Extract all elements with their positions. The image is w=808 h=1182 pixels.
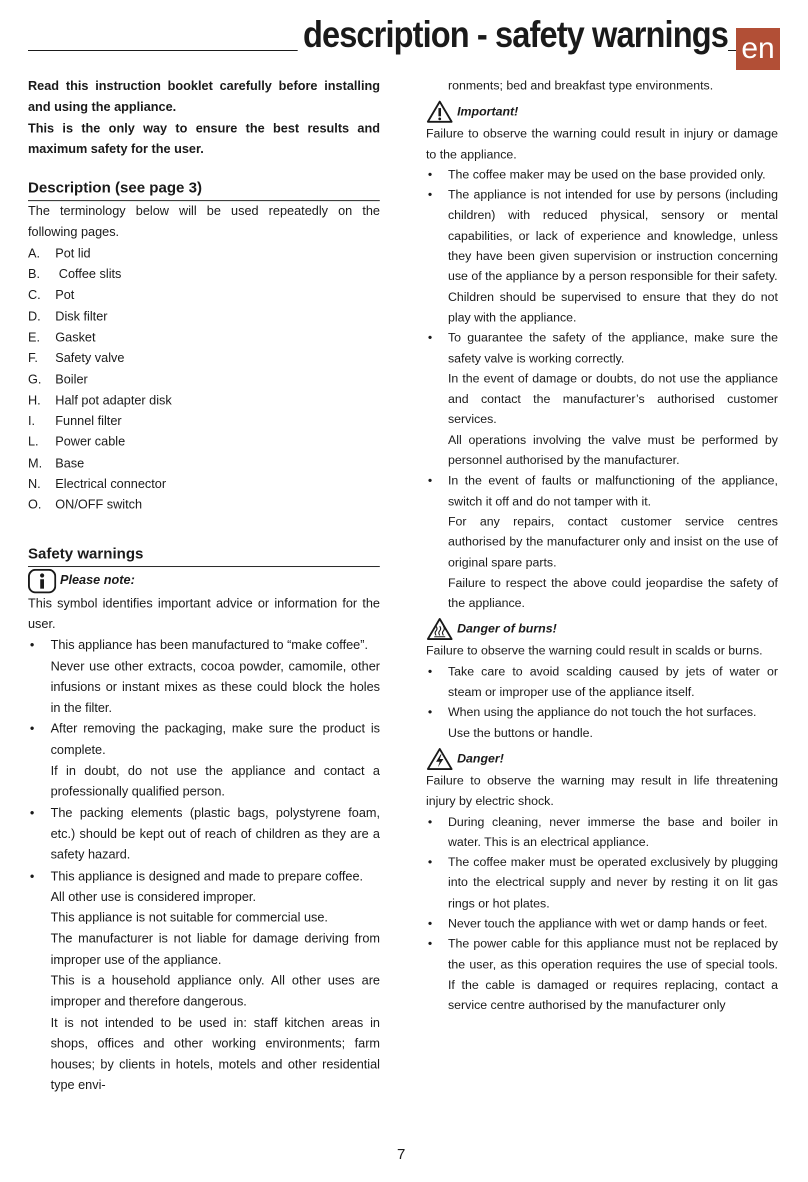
hot-surface-icon bbox=[426, 617, 453, 641]
continuation-text: ronments; bed and breakfast type environments. bbox=[447, 78, 714, 93]
list-item: • This appliance is designed and made to prepare coffee. All other use is considered improper. This appliance is not suitable for commercial use. The manufacturer is not liable for damage deriving from improper use of the appliance. This is a household appliance only. All other uses are improper and therefore dangerous. It is not intended to be used in: staff kitchen areas in shops, offices and other working environments; farm houses; by clients in hotels, motels and other residential type envi- bbox=[28, 866, 380, 1097]
list-item: H. Half pot adapter disk bbox=[28, 392, 172, 407]
please-note-text: This symbol identifies important advice or information for the user. bbox=[28, 595, 380, 631]
list-item: D. Disk filter bbox=[28, 308, 108, 324]
danger-text: Failure to observe the warning may result in life threatening injury by electric shock. bbox=[426, 773, 778, 808]
intro-line-2: This is the only way to ensure the best results and maximum safety for the user. bbox=[28, 120, 380, 156]
danger-heading bbox=[426, 747, 778, 771]
important-label: Important! bbox=[457, 104, 519, 119]
list-item: • Never touch the appliance with wet or damp hands or feet. bbox=[426, 914, 778, 934]
list-item: E. Gasket bbox=[28, 329, 96, 345]
list-item: B. Coffee slits bbox=[28, 267, 122, 282]
list-item: • The appliance is not intended for use by persons (including children) with reduced physical, sensory or mental capabilities, or lack of experience and knowledge, unless they have been given supervision or instruction concerning use of the appliance by a person responsible for their safety. Children should be supervised to ensure that they do not play with the appliance. bbox=[426, 185, 778, 328]
list-item: G. Boiler bbox=[28, 371, 88, 387]
language-badge: en bbox=[736, 28, 780, 70]
list-item: • Take care to avoid scalding caused by jets of water or steam or improper use of the appliance itself. bbox=[426, 662, 778, 703]
safety-heading: Safety warnings bbox=[28, 544, 380, 567]
danger-label: Danger! bbox=[457, 751, 504, 766]
page-number: 7 bbox=[397, 1146, 406, 1163]
list-item: A. Pot lid bbox=[28, 246, 91, 261]
list-item: • To guarantee the safety of the appliance, make sure the safety valve is working correctly. In the event of damage or doubts, do not use the appliance and contact the manufacturer’s authorised customer services. All operations involving the valve must be performed by personnel authorised by the manufacturer. bbox=[426, 328, 778, 471]
please-note-label: Please note: bbox=[59, 573, 135, 588]
intro-line-1: Read this instruction booklet carefully before installing and using the appliance. bbox=[28, 78, 380, 114]
please-note-heading bbox=[28, 569, 380, 593]
description-intro: The terminology below will be used repeatedly on the following pages. bbox=[28, 204, 380, 240]
list-item: • The coffee maker may be used on the base provided only. bbox=[426, 165, 778, 185]
list-item: • This appliance has been manufactured to “make coffee”. Never use other extracts, cocoa powder, camomile, other infusions or instant mixes as these could block the holes in the filter. bbox=[28, 635, 380, 719]
page-title: description - safety warnings bbox=[298, 10, 728, 60]
please-note-list bbox=[28, 635, 380, 1096]
important-heading bbox=[426, 100, 778, 124]
list-item: C. Pot bbox=[28, 288, 75, 303]
parts-list bbox=[28, 243, 380, 516]
important-text: Failure to observe the warning could result in injury or damage to the appliance. bbox=[426, 126, 778, 161]
left-column bbox=[28, 76, 380, 1096]
danger-list bbox=[426, 812, 778, 1016]
electric-shock-icon bbox=[426, 747, 453, 771]
list-item: M. Base bbox=[28, 455, 85, 470]
burns-list bbox=[426, 662, 778, 744]
burns-label: Danger of burns! bbox=[457, 621, 557, 636]
list-item: • The coffee maker must be operated exclusively by plugging into the electrical supply and never by resting it on lit gas rings or hot plates. bbox=[426, 852, 778, 913]
info-icon bbox=[28, 569, 56, 593]
list-item: • When using the appliance do not touch the hot surfaces. Use the buttons or handle. bbox=[426, 702, 778, 743]
burns-heading bbox=[426, 617, 778, 641]
list-item: L. Power cable bbox=[28, 434, 126, 449]
list-item: I. Funnel filter bbox=[28, 413, 122, 428]
list-item: O. ON/OFF switch bbox=[28, 497, 143, 512]
description-heading: Description (see page 3) bbox=[28, 179, 380, 202]
list-item: • In the event of faults or malfunctioning of the appliance, switch it off and do not tamper with it. For any repairs, contact customer service centres authorised by the manufacturer only and insist on the use of original spare parts. Failure to respect the above could jeopardise the safety of the appliance. bbox=[426, 471, 778, 614]
list-item: • The packing elements (plastic bags, polystyrene foam, etc.) should be kept out of reach of children as they are a safety hazard. bbox=[28, 803, 380, 866]
list-item: • After removing the packaging, make sure the product is complete. If in doubt, do not use the appliance and contact a professionally qualified person. bbox=[28, 719, 380, 803]
warning-triangle-icon bbox=[426, 100, 453, 124]
list-item: • During cleaning, never immerse the base and boiler in water. This is an electrical appliance. bbox=[426, 812, 778, 853]
list-item: N. Electrical connector bbox=[28, 476, 167, 491]
burns-text: Failure to observe the warning could result in scalds or burns. bbox=[426, 644, 763, 658]
important-list bbox=[426, 165, 778, 614]
list-item: • The power cable for this appliance must not be replaced by the user, as this operation requires the use of special tools. If the cable is damaged or requires replacing, contact a service centre authorised by the manufacturer only bbox=[426, 934, 778, 1016]
right-column bbox=[426, 76, 778, 1016]
list-item: F. Safety valve bbox=[28, 350, 125, 366]
